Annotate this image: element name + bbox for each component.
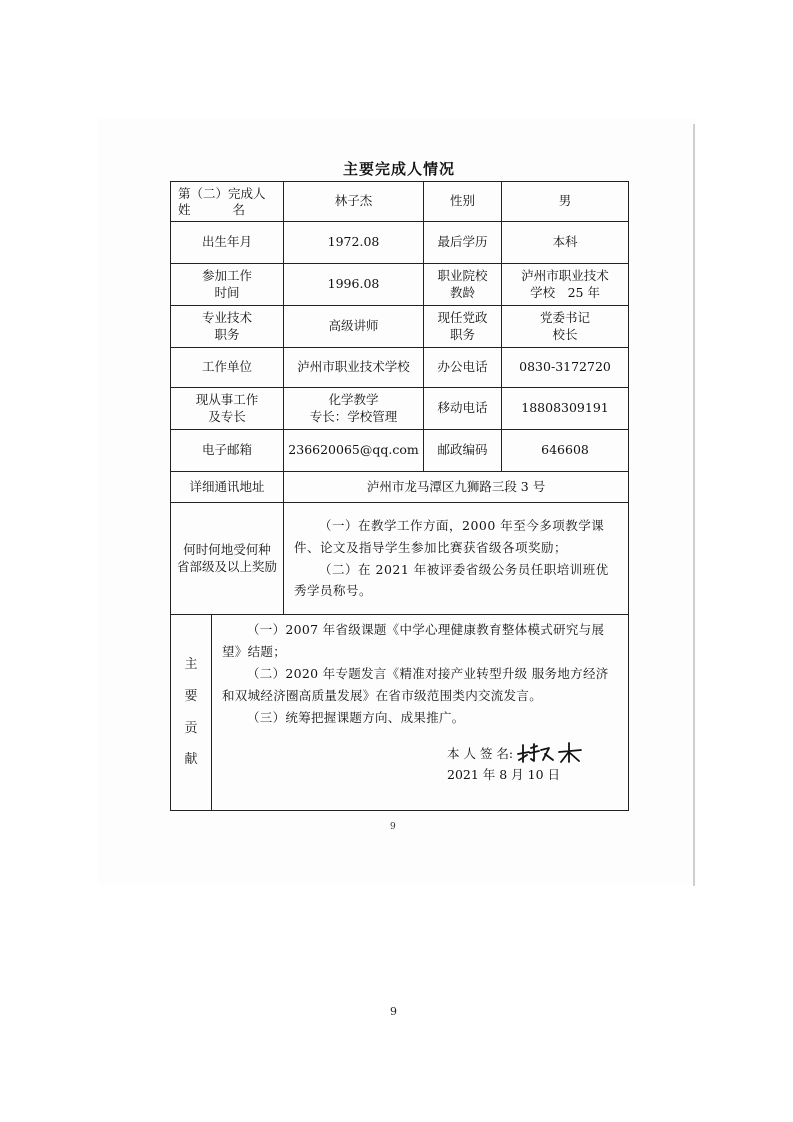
work-start-value: 1996.08	[284, 264, 424, 306]
party-post-value	[502, 306, 629, 348]
scanned-page-number: 9	[390, 822, 396, 832]
contribution-item-3: （三）统筹把握课题方向、成果推广。	[247, 709, 465, 725]
award-item-2: （二）在 2021 年被评委省级公务员任职培训班优秀学员称号。	[294, 561, 609, 599]
award-label-line1: 何时何地受何种	[183, 541, 271, 557]
office-phone-value: 0830-3172720	[502, 348, 629, 388]
name-label-given: 名	[232, 201, 248, 217]
name-value: 林子杰	[284, 182, 424, 222]
education-value: 本科	[502, 222, 629, 264]
table-row	[171, 615, 629, 811]
contribution-label	[171, 615, 212, 811]
mobile-value: 18808309191	[502, 388, 629, 430]
teaching-age-label	[424, 264, 502, 306]
award-item-1: （一）在教学工作方面，2000 年至今多项教学课件、论文及指导学生参加比赛获省级各项奖励；	[294, 517, 605, 555]
award-content	[284, 503, 629, 615]
party-post-label-line2: 职务	[450, 326, 476, 342]
teaching-age-value-line1: 泸州市职业技术	[521, 267, 609, 283]
professional-title-value: 高级讲师	[284, 306, 424, 348]
table-row	[171, 222, 629, 264]
current-work-label-line2: 及专长	[208, 408, 246, 424]
signature-label: 本 人 签 名:	[447, 746, 514, 762]
work-start-label-line2: 时间	[214, 284, 240, 300]
table-row	[171, 348, 629, 388]
personnel-info-table	[170, 181, 629, 811]
current-work-value-line1: 化学教学	[328, 391, 379, 407]
current-work-value	[284, 388, 424, 430]
address-value: 泸州市龙马潭区九狮路三段 3 号	[284, 472, 629, 503]
party-post-label-line1: 现任党政	[437, 309, 488, 325]
name-label-cell	[171, 182, 284, 222]
page-number: 9	[390, 1005, 397, 1018]
table-row	[171, 264, 629, 306]
table-row	[171, 388, 629, 430]
office-phone-label: 办公电话	[424, 348, 502, 388]
email-value: 236620065@qq.com	[284, 430, 424, 472]
current-work-label	[171, 388, 284, 430]
contribution-item-2: （二）2020 年专题发言《精准对接产业转型升级 服务地方经济和双城经济圈高质量发展》在省市级范围类内交流发言。	[222, 665, 609, 703]
party-post-value-line2: 校长	[552, 326, 578, 342]
current-work-value-line2: 专长：学校管理	[309, 408, 398, 424]
contribution-label-char: 贡	[184, 720, 198, 736]
birth-label: 出生年月	[171, 222, 284, 264]
postcode-value: 646608	[502, 430, 629, 472]
table-row	[171, 472, 629, 503]
party-post-value-line1: 党委书记	[540, 309, 591, 325]
contribution-content	[212, 615, 629, 811]
email-label: 电子邮箱	[171, 430, 284, 472]
table-row	[171, 430, 629, 472]
award-label-line2: 省部级及以上奖励	[177, 558, 278, 574]
professional-title-label-line2: 职务	[214, 326, 240, 342]
table-row	[171, 182, 629, 222]
contribution-label-char: 主	[184, 657, 198, 673]
scan-edge-line	[693, 124, 695, 886]
address-label: 详细通讯地址	[171, 472, 284, 503]
contribution-item-1: （一）2007 年省级课题《中学心理健康教育整体模式研究与展望》结题；	[222, 622, 605, 659]
mobile-label: 移动电话	[424, 388, 502, 430]
name-label-line1: 第（二）完成人	[178, 185, 266, 201]
teaching-age-label-line1: 职业院校	[437, 267, 488, 283]
work-start-label	[171, 264, 284, 306]
form-title: 主要完成人情况	[342, 160, 455, 178]
birth-value: 1972.08	[284, 222, 424, 264]
teaching-age-value	[502, 264, 629, 306]
signature-block	[222, 740, 620, 785]
professional-title-label-line1: 专业技术	[202, 309, 253, 325]
gender-label: 性别	[424, 182, 502, 222]
work-start-label-line1: 参加工作	[202, 267, 253, 283]
employer-value: 泸州市职业技术学校	[284, 348, 424, 388]
table-row	[171, 503, 629, 615]
handwritten-signature	[515, 740, 587, 764]
contribution-label-char: 献	[184, 752, 198, 768]
party-post-label	[424, 306, 502, 348]
teaching-age-label-line2: 教龄	[450, 284, 476, 300]
table-row	[171, 306, 629, 348]
professional-title-label	[171, 306, 284, 348]
contribution-label-char: 要	[184, 688, 198, 704]
gender-value: 男	[502, 182, 629, 222]
signature-date: 2021 年 8 月 10 日	[447, 767, 561, 783]
postcode-label: 邮政编码	[424, 430, 502, 472]
teaching-age-value-line2: 学校 25 年	[530, 284, 600, 300]
award-label	[171, 503, 284, 615]
education-label: 最后学历	[424, 222, 502, 264]
name-label-surname: 姓	[178, 201, 193, 217]
current-work-label-line1: 现从事工作	[195, 391, 259, 407]
employer-label: 工作单位	[171, 348, 284, 388]
